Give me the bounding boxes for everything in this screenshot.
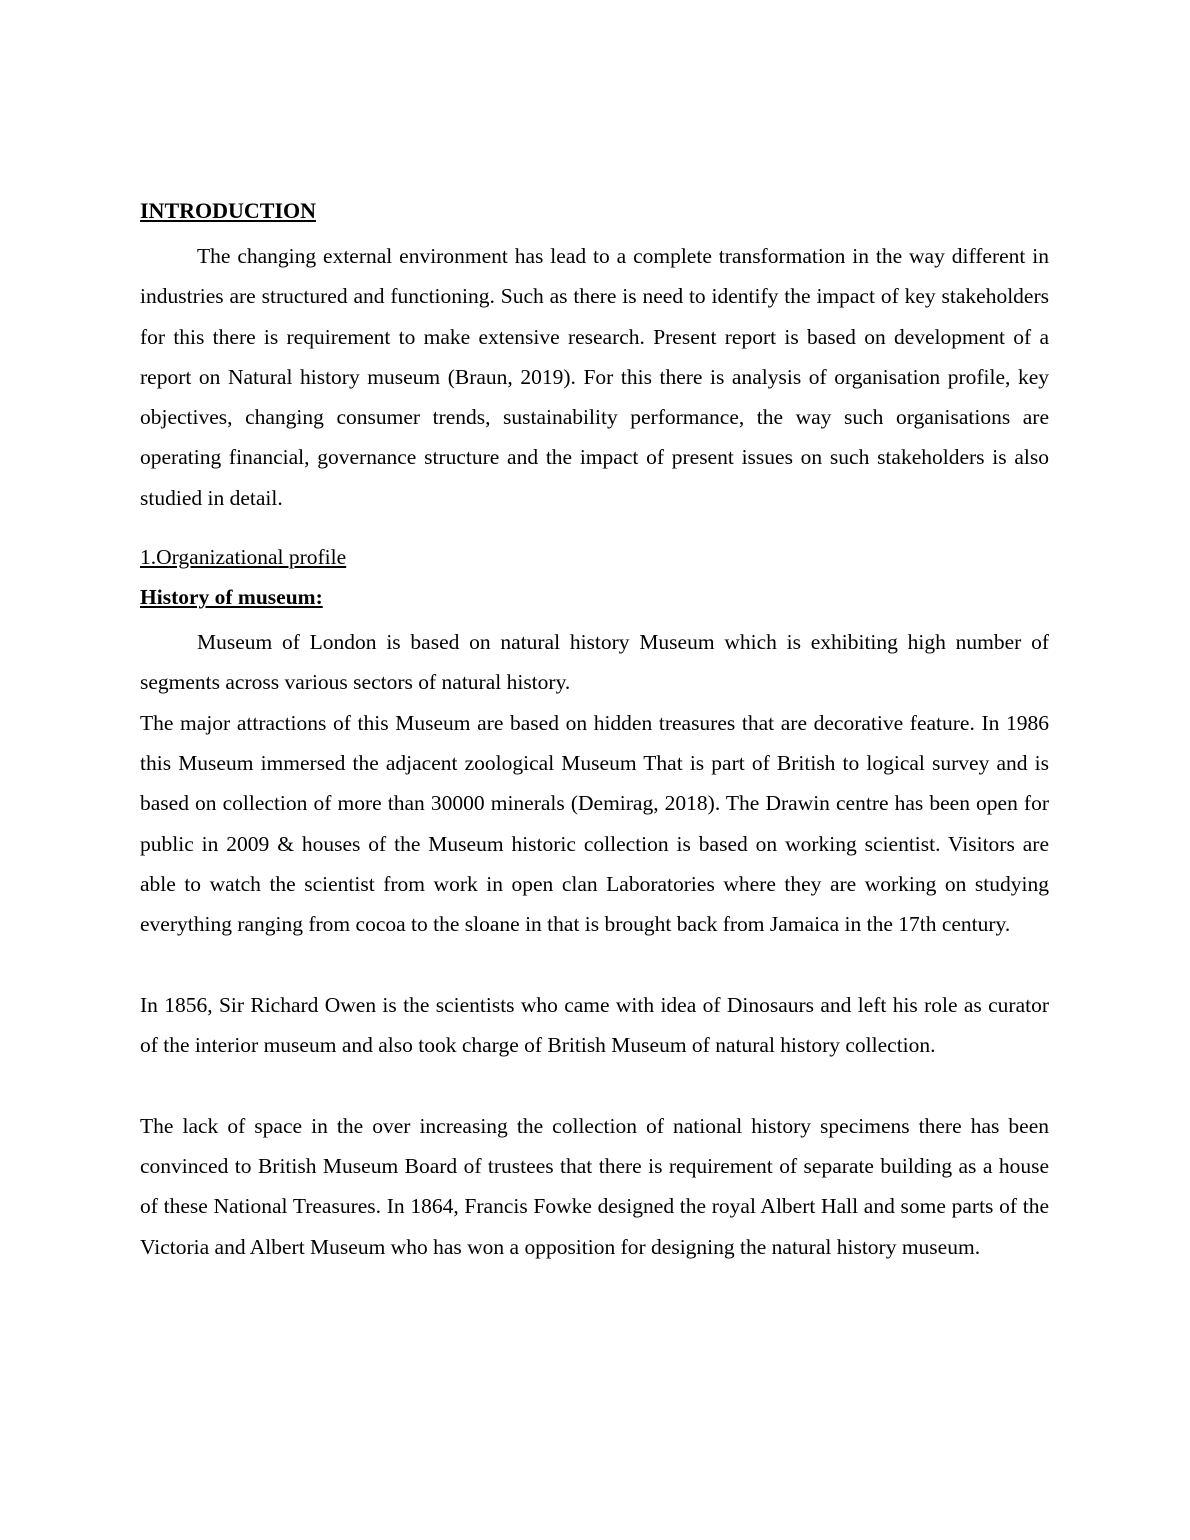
introduction-heading: INTRODUCTION — [140, 198, 317, 223]
introduction-paragraph: The changing external environment has lead to a complete transformation in the way different in industries are structured and functioning. Such as there is need to identify the impact of key stakeholders for this there is requirement to make extensive research. Present report is based on development of a report on Natural history museum (Braun, 2019). For this there is analysis of organisation profile, key objectives, changing consumer trends, sustainability performance, the way such organisations are operating financial, governance structure and the impact of present issues on such stakeholders is also studied in detail. — [140, 244, 1049, 510]
paragraph-spacer — [140, 944, 1049, 984]
history-heading: History of museum: — [140, 585, 323, 610]
document-page — [140, 196, 1049, 1267]
history-paragraph-4: The lack of space in the over increasing the collection of national history specimens there has been convinced to British Museum Board of trustees that there is requirement of separate building as a house of these National Treasures. In 1864, Francis Fowke designed the royal Albert Hall and some parts of the Victoria and Albert Museum who has won a opposition for designing the natural history museum. — [140, 1113, 1049, 1259]
history-paragraph-1: Museum of London is based on natural history Museum which is exhibiting high number of segments across various sectors of natural history. — [140, 630, 1049, 695]
organizational-profile-title: 1.Organizational profile — [140, 545, 347, 570]
paragraph-spacer — [140, 1065, 1049, 1105]
history-paragraph-2: The major attractions of this Museum are based on hidden treasures that are decorative feature. In 1986 this Museum immersed the adjacent zoological Museum That is part of British to logical survey and is based on collection of more than 30000 minerals (Demirag, 2018). The Drawin centre has been open for public in 2009 & houses of the Museum historic collection is based on working scientist. Visitors are able to watch the scientist from work in open clan Laboratories where they are working on studying everything ranging from cocoa to the sloane in that is brought back from Jamaica in the 17th century. — [140, 710, 1049, 937]
history-paragraph-3: In 1856, Sir Richard Owen is the scientists who came with idea of Dinosaurs and left his role as curator of the interior museum and also took charge of British Museum of natural history collection. — [140, 992, 1049, 1058]
